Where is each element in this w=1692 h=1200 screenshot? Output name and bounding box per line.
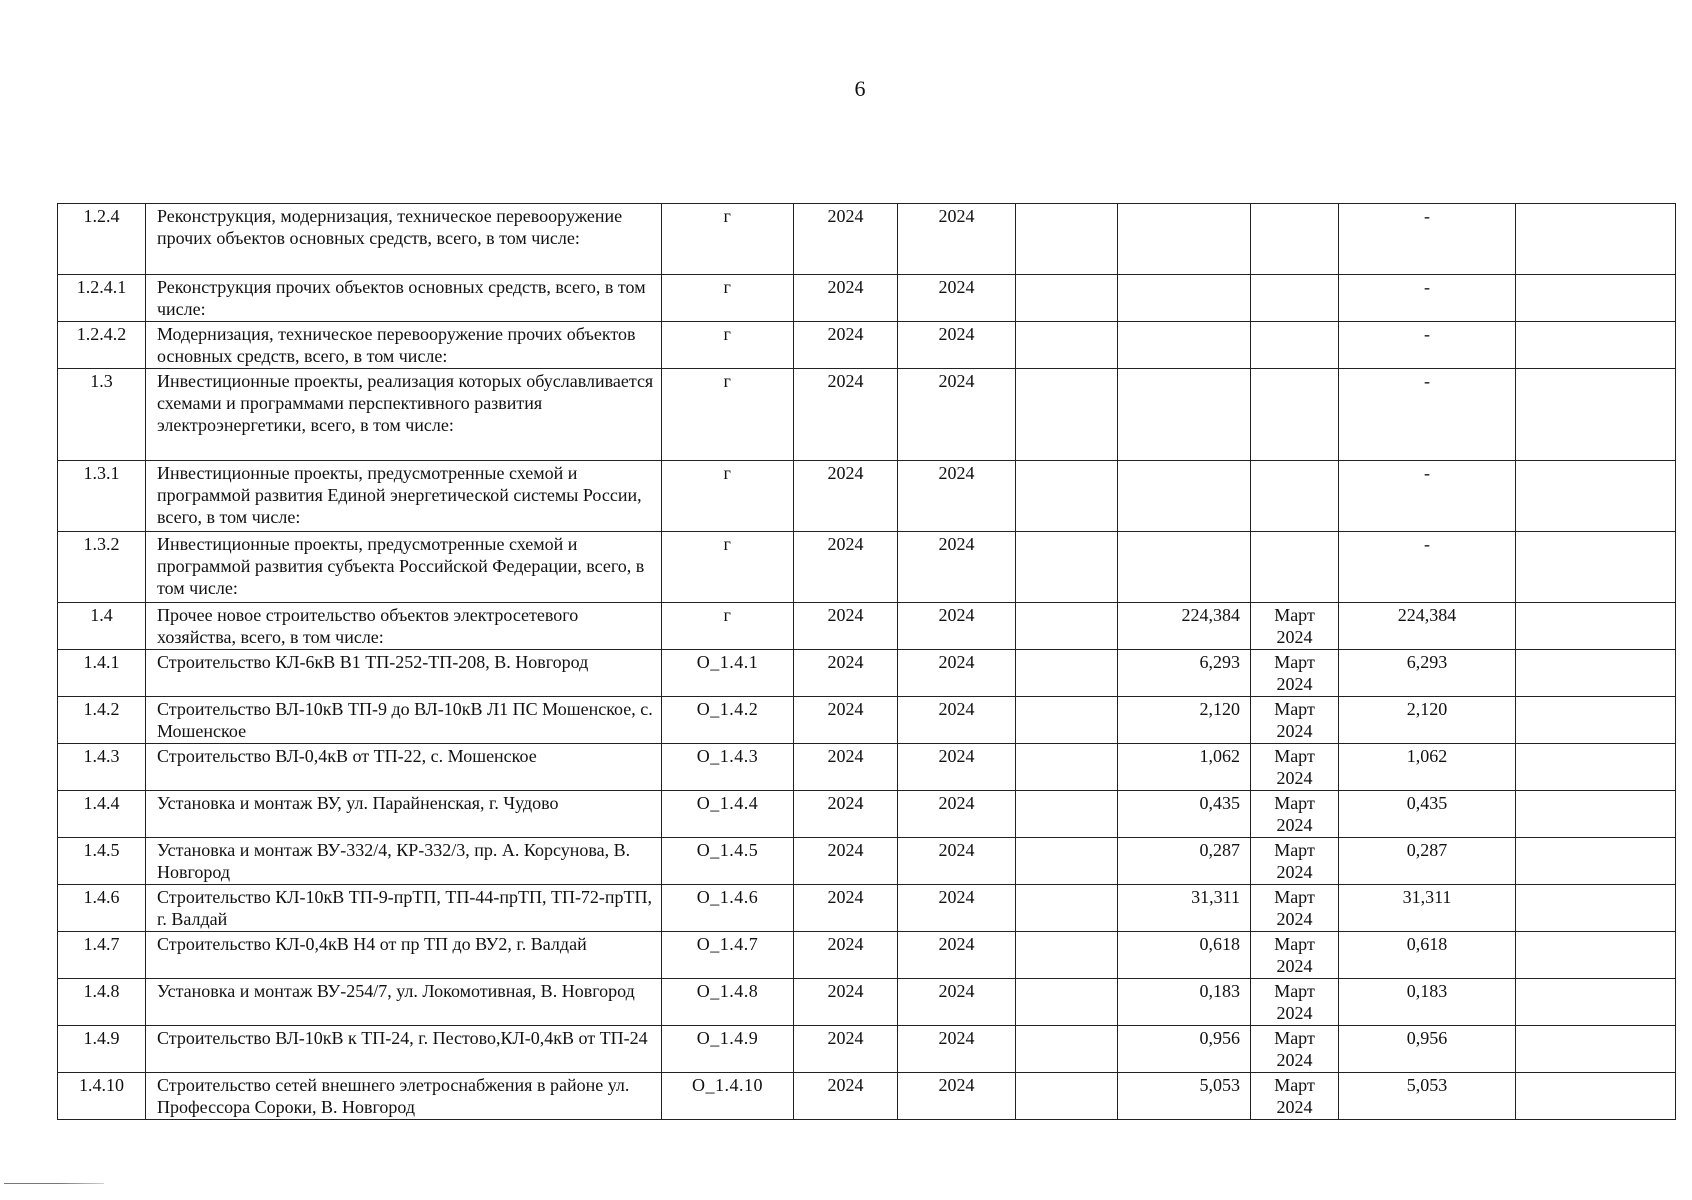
row-empty-cell (1016, 322, 1118, 369)
row-month (1251, 275, 1339, 322)
row-total: 0,435 (1339, 791, 1516, 838)
row-value: 6,293 (1118, 650, 1251, 697)
row-number: 1.3.2 (58, 532, 146, 603)
table-row (58, 744, 1676, 791)
row-year-start: 2024 (794, 932, 898, 979)
row-month (1251, 932, 1339, 979)
table-row (58, 532, 1676, 603)
row-month-name: Март (1274, 746, 1315, 766)
row-month-year: 2024 (1276, 1003, 1313, 1023)
row-number: 1.4.1 (58, 650, 146, 697)
page-number: 6 (854, 76, 866, 101)
row-value (1118, 322, 1251, 369)
row-year-end: 2024 (898, 532, 1016, 603)
row-year-end: 2024 (898, 603, 1016, 650)
table-row (58, 603, 1676, 650)
row-name: Инвестиционные проекты, предусмотренные схемой и программой развития Единой энергетической системы России, всего, в том числе: (146, 461, 662, 532)
row-empty-cell (1016, 603, 1118, 650)
row-month (1251, 603, 1339, 650)
table-row (58, 885, 1676, 932)
row-empty-cell (1016, 932, 1118, 979)
row-year-end: 2024 (898, 838, 1016, 885)
row-empty-cell (1016, 532, 1118, 603)
row-month-name: Март (1274, 981, 1315, 1001)
row-name: Модернизация, техническое перевооружение прочих объектов основных средств, всего, в том числе: (146, 322, 662, 369)
row-name: Инвестиционные проекты, реализация которых обуславливается схемами и программами перспективного развития электроэнергетики, всего, в том числе: (146, 369, 662, 461)
row-empty-cell-last (1516, 650, 1676, 697)
row-month (1251, 1026, 1339, 1073)
row-total: 0,183 (1339, 979, 1516, 1026)
row-empty-cell (1016, 697, 1118, 744)
row-value: 0,287 (1118, 838, 1251, 885)
row-year-end: 2024 (898, 885, 1016, 932)
row-name: Инвестиционные проекты, предусмотренные схемой и программой развития субъекта Российской Федерации, всего, в том числе: (146, 532, 662, 603)
row-empty-cell-last (1516, 322, 1676, 369)
table-row (58, 791, 1676, 838)
row-year-end: 2024 (898, 650, 1016, 697)
row-value (1118, 369, 1251, 461)
row-month (1251, 532, 1339, 603)
row-total: - (1339, 369, 1516, 461)
table-row (58, 697, 1676, 744)
row-year-end: 2024 (898, 275, 1016, 322)
row-year-end: 2024 (898, 322, 1016, 369)
row-code: г (662, 461, 794, 532)
row-value: 2,120 (1118, 697, 1251, 744)
row-month (1251, 204, 1339, 275)
row-year-start: 2024 (794, 697, 898, 744)
row-year-end: 2024 (898, 204, 1016, 275)
row-empty-cell-last (1516, 979, 1676, 1026)
row-name: Установка и монтаж ВУ, ул. Парайненская, г. Чудово (146, 791, 662, 838)
row-year-end: 2024 (898, 697, 1016, 744)
row-year-end: 2024 (898, 1026, 1016, 1073)
row-month (1251, 650, 1339, 697)
row-code: О_1.4.1 (662, 650, 794, 697)
row-empty-cell-last (1516, 603, 1676, 650)
row-value (1118, 461, 1251, 532)
row-number: 1.4.7 (58, 932, 146, 979)
row-month (1251, 979, 1339, 1026)
row-month (1251, 838, 1339, 885)
row-value: 1,062 (1118, 744, 1251, 791)
row-year-start: 2024 (794, 885, 898, 932)
row-month (1251, 369, 1339, 461)
table-row (58, 838, 1676, 885)
row-empty-cell (1016, 275, 1118, 322)
row-name: Реконструкция прочих объектов основных средств, всего, в том числе: (146, 275, 662, 322)
row-year-start: 2024 (794, 744, 898, 791)
row-total: 5,053 (1339, 1073, 1516, 1120)
row-code: г (662, 603, 794, 650)
row-month-year: 2024 (1276, 909, 1313, 929)
row-year-start: 2024 (794, 322, 898, 369)
row-total: - (1339, 461, 1516, 532)
row-month-year: 2024 (1276, 674, 1313, 694)
row-name: Строительство КЛ-10кВ ТП-9-прТП, ТП-44-прТП, ТП-72-прТП, г. Валдай (146, 885, 662, 932)
row-number: 1.4.3 (58, 744, 146, 791)
row-month-name: Март (1274, 652, 1315, 672)
row-year-end: 2024 (898, 1073, 1016, 1120)
row-empty-cell (1016, 791, 1118, 838)
row-year-end: 2024 (898, 744, 1016, 791)
table-row (58, 979, 1676, 1026)
row-code: г (662, 532, 794, 603)
row-year-end: 2024 (898, 369, 1016, 461)
row-year-start: 2024 (794, 461, 898, 532)
row-name: Строительство КЛ-6кВ В1 ТП-252-ТП-208, В. Новгород (146, 650, 662, 697)
row-empty-cell-last (1516, 1073, 1676, 1120)
row-code: О_1.4.4 (662, 791, 794, 838)
row-year-end: 2024 (898, 461, 1016, 532)
row-name: Установка и монтаж ВУ-332/4, КР-332/3, пр. А. Корсунова, В. Новгород (146, 838, 662, 885)
row-year-start: 2024 (794, 1026, 898, 1073)
row-month (1251, 1073, 1339, 1120)
row-empty-cell-last (1516, 275, 1676, 322)
row-month-name: Март (1274, 934, 1315, 954)
row-empty-cell (1016, 204, 1118, 275)
row-value (1118, 532, 1251, 603)
row-empty-cell-last (1516, 744, 1676, 791)
row-number: 1.4 (58, 603, 146, 650)
table-row (58, 204, 1676, 275)
row-name: Строительство ВЛ-10кВ к ТП-24, г. Пестово,КЛ-0,4кВ от ТП-24 (146, 1026, 662, 1073)
row-year-start: 2024 (794, 603, 898, 650)
row-number: 1.4.9 (58, 1026, 146, 1073)
row-year-start: 2024 (794, 650, 898, 697)
table-row (58, 322, 1676, 369)
row-month (1251, 791, 1339, 838)
row-value (1118, 204, 1251, 275)
row-empty-cell-last (1516, 532, 1676, 603)
row-name: Прочее новое строительство объектов электросетевого хозяйства, всего, в том числе: (146, 603, 662, 650)
row-number: 1.4.5 (58, 838, 146, 885)
row-name: Строительство ВЛ-0,4кВ от ТП-22, с. Мошенское (146, 744, 662, 791)
row-empty-cell-last (1516, 461, 1676, 532)
row-year-start: 2024 (794, 1073, 898, 1120)
row-month-name: Март (1274, 840, 1315, 860)
row-empty-cell (1016, 369, 1118, 461)
row-number: 1.3 (58, 369, 146, 461)
row-number: 1.3.1 (58, 461, 146, 532)
row-total: 1,062 (1339, 744, 1516, 791)
table-row (58, 650, 1676, 697)
row-empty-cell (1016, 979, 1118, 1026)
row-number: 1.4.2 (58, 697, 146, 744)
row-month-year: 2024 (1276, 862, 1313, 882)
row-month-year: 2024 (1276, 956, 1313, 976)
row-total: 0,956 (1339, 1026, 1516, 1073)
row-code: О_1.4.7 (662, 932, 794, 979)
row-name: Реконструкция, модернизация, техническое перевооружение прочих объектов основных средств, всего, в том числе: (146, 204, 662, 275)
row-value: 0,183 (1118, 979, 1251, 1026)
row-empty-cell-last (1516, 369, 1676, 461)
table-row (58, 369, 1676, 461)
row-code: О_1.4.10 (662, 1073, 794, 1120)
row-number: 1.2.4.1 (58, 275, 146, 322)
row-number: 1.4.6 (58, 885, 146, 932)
scan-artifact-line (4, 1183, 104, 1184)
row-number: 1.4.8 (58, 979, 146, 1026)
row-month-name: Март (1274, 1075, 1315, 1095)
row-code: О_1.4.2 (662, 697, 794, 744)
row-code: г (662, 369, 794, 461)
row-code: О_1.4.6 (662, 885, 794, 932)
row-number: 1.4.10 (58, 1073, 146, 1120)
row-month (1251, 697, 1339, 744)
row-year-end: 2024 (898, 932, 1016, 979)
table-row (58, 275, 1676, 322)
table-row (58, 1026, 1676, 1073)
row-total: 0,618 (1339, 932, 1516, 979)
row-name: Установка и монтаж ВУ-254/7, ул. Локомотивная, В. Новгород (146, 979, 662, 1026)
row-empty-cell (1016, 744, 1118, 791)
row-total: 6,293 (1339, 650, 1516, 697)
row-month-name: Март (1274, 887, 1315, 907)
row-total: 224,384 (1339, 603, 1516, 650)
row-empty-cell-last (1516, 791, 1676, 838)
row-month-year: 2024 (1276, 815, 1313, 835)
row-code: О_1.4.9 (662, 1026, 794, 1073)
row-total: - (1339, 532, 1516, 603)
row-empty-cell-last (1516, 1026, 1676, 1073)
table-row (58, 932, 1676, 979)
row-empty-cell-last (1516, 838, 1676, 885)
row-month (1251, 744, 1339, 791)
row-total: - (1339, 275, 1516, 322)
row-year-start: 2024 (794, 532, 898, 603)
row-year-start: 2024 (794, 791, 898, 838)
table-body (58, 204, 1676, 1120)
row-code: О_1.4.3 (662, 744, 794, 791)
row-code: О_1.4.5 (662, 838, 794, 885)
row-empty-cell (1016, 650, 1118, 697)
row-month (1251, 461, 1339, 532)
row-value: 5,053 (1118, 1073, 1251, 1120)
row-month-name: Март (1274, 793, 1315, 813)
row-total: 31,311 (1339, 885, 1516, 932)
row-value: 0,956 (1118, 1026, 1251, 1073)
row-empty-cell (1016, 1073, 1118, 1120)
table-row (58, 461, 1676, 532)
row-value: 0,435 (1118, 791, 1251, 838)
row-value (1118, 275, 1251, 322)
row-month-year: 2024 (1276, 627, 1313, 647)
row-number: 1.2.4 (58, 204, 146, 275)
row-total: - (1339, 322, 1516, 369)
row-code: г (662, 275, 794, 322)
row-number: 1.4.4 (58, 791, 146, 838)
row-month (1251, 322, 1339, 369)
row-year-start: 2024 (794, 369, 898, 461)
row-value: 31,311 (1118, 885, 1251, 932)
row-empty-cell-last (1516, 885, 1676, 932)
row-name: Строительство сетей внешнего элетроснабжения в районе ул. Профессора Сороки, В. Новгород (146, 1073, 662, 1120)
row-total: 0,287 (1339, 838, 1516, 885)
row-empty-cell (1016, 838, 1118, 885)
investment-program-table (57, 203, 1676, 1120)
row-empty-cell (1016, 461, 1118, 532)
row-name: Строительство КЛ-0,4кВ Н4 от пр ТП до ВУ2, г. Валдай (146, 932, 662, 979)
row-month-year: 2024 (1276, 1050, 1313, 1070)
row-month-name: Март (1274, 605, 1315, 625)
row-value: 224,384 (1118, 603, 1251, 650)
row-year-start: 2024 (794, 979, 898, 1026)
row-month-year: 2024 (1276, 768, 1313, 788)
row-value: 0,618 (1118, 932, 1251, 979)
row-month (1251, 885, 1339, 932)
row-empty-cell-last (1516, 697, 1676, 744)
row-empty-cell (1016, 885, 1118, 932)
row-year-start: 2024 (794, 204, 898, 275)
row-month-year: 2024 (1276, 1097, 1313, 1117)
row-total: - (1339, 204, 1516, 275)
row-month-year: 2024 (1276, 721, 1313, 741)
row-year-start: 2024 (794, 275, 898, 322)
row-empty-cell-last (1516, 204, 1676, 275)
row-code: г (662, 204, 794, 275)
row-total: 2,120 (1339, 697, 1516, 744)
table-row (58, 1073, 1676, 1120)
row-empty-cell (1016, 1026, 1118, 1073)
row-month-name: Март (1274, 1028, 1315, 1048)
row-year-end: 2024 (898, 979, 1016, 1026)
row-number: 1.2.4.2 (58, 322, 146, 369)
row-empty-cell-last (1516, 932, 1676, 979)
row-year-end: 2024 (898, 791, 1016, 838)
row-name: Строительство ВЛ-10кВ ТП-9 до ВЛ-10кВ Л1 ПС Мошенское, с. Мошенское (146, 697, 662, 744)
row-month-name: Март (1274, 699, 1315, 719)
row-year-start: 2024 (794, 838, 898, 885)
row-code: г (662, 322, 794, 369)
row-code: О_1.4.8 (662, 979, 794, 1026)
